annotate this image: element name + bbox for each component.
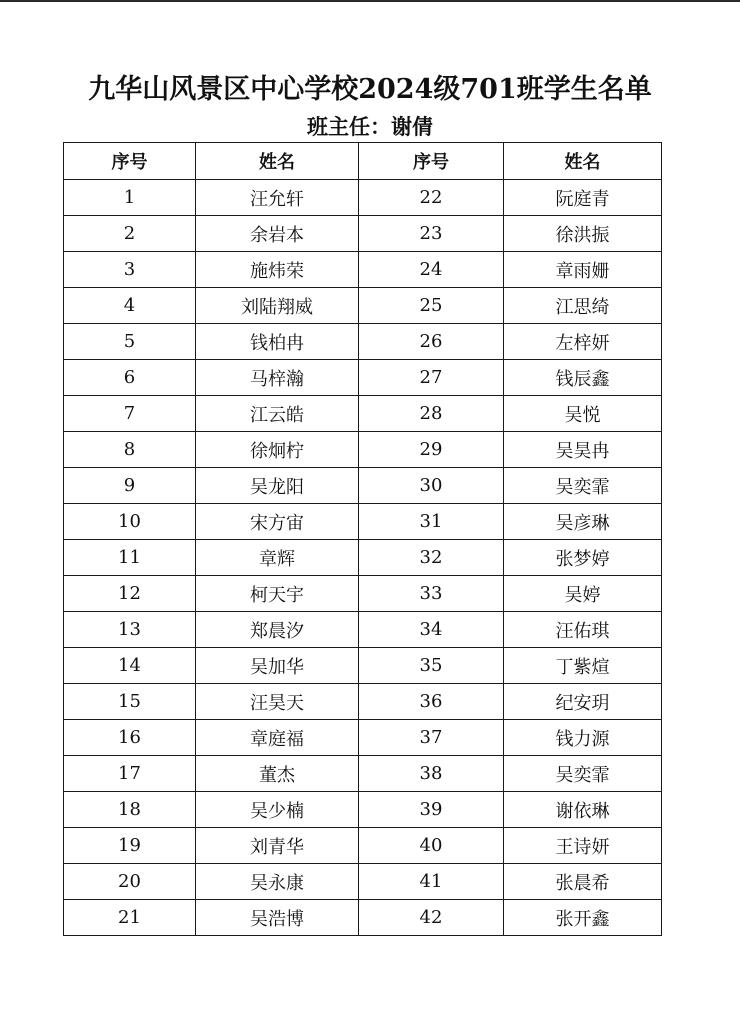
student-number-left: 15	[64, 684, 196, 720]
student-name-right: 阮庭青	[504, 180, 662, 216]
student-number-right: 24	[359, 252, 504, 288]
table-row	[64, 792, 662, 828]
student-name-left: 钱柏冉	[196, 324, 359, 360]
student-number-left: 1	[64, 180, 196, 216]
student-number-left: 19	[64, 828, 196, 864]
table-row	[64, 504, 662, 540]
header-name-left: 姓名	[196, 143, 359, 180]
student-number-left: 2	[64, 216, 196, 252]
table-row	[64, 468, 662, 504]
student-name-right: 吴奕霏	[504, 756, 662, 792]
student-number-left: 21	[64, 900, 196, 936]
student-number-right: 38	[359, 756, 504, 792]
student-name-left: 刘青华	[196, 828, 359, 864]
document-title: 九华山风景区中心学校2024级701班学生名单	[88, 74, 652, 105]
student-name-right: 吴婷	[504, 576, 662, 612]
table-row	[64, 720, 662, 756]
student-name-left: 汪允轩	[196, 180, 359, 216]
table-row	[64, 180, 662, 216]
student-number-right: 26	[359, 324, 504, 360]
student-number-left: 6	[64, 360, 196, 396]
student-number-right: 25	[359, 288, 504, 324]
student-name-right: 张晨希	[504, 864, 662, 900]
table-row	[64, 324, 662, 360]
table-row	[64, 396, 662, 432]
student-number-right: 40	[359, 828, 504, 864]
header-number-right: 序号	[359, 143, 504, 180]
student-number-left: 5	[64, 324, 196, 360]
table-row	[64, 648, 662, 684]
student-number-left: 20	[64, 864, 196, 900]
student-number-left: 3	[64, 252, 196, 288]
student-number-right: 34	[359, 612, 504, 648]
student-name-left: 汪昊天	[196, 684, 359, 720]
header-number-left: 序号	[64, 143, 196, 180]
student-name-right: 章雨姗	[504, 252, 662, 288]
student-number-left: 11	[64, 540, 196, 576]
student-name-left: 章庭福	[196, 720, 359, 756]
student-name-right: 徐洪振	[504, 216, 662, 252]
student-name-left: 刘陆翔威	[196, 288, 359, 324]
student-number-right: 27	[359, 360, 504, 396]
student-name-left: 吴龙阳	[196, 468, 359, 504]
student-number-right: 42	[359, 900, 504, 936]
table-row	[64, 252, 662, 288]
student-name-right: 江思绮	[504, 288, 662, 324]
table-row	[64, 612, 662, 648]
student-name-left: 施炜荣	[196, 252, 359, 288]
student-number-left: 8	[64, 432, 196, 468]
student-number-right: 32	[359, 540, 504, 576]
student-name-left: 章辉	[196, 540, 359, 576]
header-row	[64, 143, 662, 180]
head-teacher-line: 班主任：谢倩	[307, 114, 433, 139]
student-name-left: 董杰	[196, 756, 359, 792]
student-name-left: 徐炯柠	[196, 432, 359, 468]
student-name-left: 马梓瀚	[196, 360, 359, 396]
student-number-right: 35	[359, 648, 504, 684]
student-name-right: 纪安玥	[504, 684, 662, 720]
student-name-right: 吴昊冉	[504, 432, 662, 468]
student-number-left: 13	[64, 612, 196, 648]
table-row	[64, 756, 662, 792]
student-number-left: 16	[64, 720, 196, 756]
student-name-right: 吴悦	[504, 396, 662, 432]
student-number-left: 4	[64, 288, 196, 324]
table-row	[64, 576, 662, 612]
student-number-right: 41	[359, 864, 504, 900]
table-row	[64, 864, 662, 900]
table-row	[64, 360, 662, 396]
student-number-right: 31	[359, 504, 504, 540]
student-name-left: 吴少楠	[196, 792, 359, 828]
student-name-right: 汪佑琪	[504, 612, 662, 648]
student-name-right: 谢依琳	[504, 792, 662, 828]
student-number-right: 28	[359, 396, 504, 432]
student-number-right: 39	[359, 792, 504, 828]
student-name-left: 吴加华	[196, 648, 359, 684]
student-name-right: 张开鑫	[504, 900, 662, 936]
student-number-left: 10	[64, 504, 196, 540]
table-row	[64, 540, 662, 576]
student-name-left: 余岩本	[196, 216, 359, 252]
student-name-right: 钱力源	[504, 720, 662, 756]
header-name-right: 姓名	[504, 143, 662, 180]
student-number-right: 23	[359, 216, 504, 252]
student-number-right: 33	[359, 576, 504, 612]
student-number-right: 36	[359, 684, 504, 720]
student-name-left: 吴永康	[196, 864, 359, 900]
student-number-right: 22	[359, 180, 504, 216]
student-number-left: 17	[64, 756, 196, 792]
student-number-left: 12	[64, 576, 196, 612]
student-number-right: 37	[359, 720, 504, 756]
table-header	[64, 143, 662, 180]
student-number-left: 18	[64, 792, 196, 828]
student-number-right: 30	[359, 468, 504, 504]
table-body	[64, 180, 662, 936]
student-name-left: 郑晨汐	[196, 612, 359, 648]
table-row	[64, 432, 662, 468]
student-name-left: 江云皓	[196, 396, 359, 432]
student-name-left: 吴浩博	[196, 900, 359, 936]
student-name-left: 柯天宇	[196, 576, 359, 612]
student-name-right: 吴奕霏	[504, 468, 662, 504]
student-name-right: 张梦婷	[504, 540, 662, 576]
student-name-left: 宋方宙	[196, 504, 359, 540]
student-number-left: 7	[64, 396, 196, 432]
student-name-right: 王诗妍	[504, 828, 662, 864]
student-name-right: 左梓妍	[504, 324, 662, 360]
student-roster-table	[63, 142, 662, 936]
student-name-right: 丁紫煊	[504, 648, 662, 684]
student-name-right: 吴彦琳	[504, 504, 662, 540]
table-row	[64, 288, 662, 324]
table-row	[64, 900, 662, 936]
top-border-rule	[0, 0, 740, 2]
table-row	[64, 828, 662, 864]
table-row	[64, 216, 662, 252]
student-number-right: 29	[359, 432, 504, 468]
student-number-left: 14	[64, 648, 196, 684]
student-number-left: 9	[64, 468, 196, 504]
table-row	[64, 684, 662, 720]
student-name-right: 钱辰鑫	[504, 360, 662, 396]
